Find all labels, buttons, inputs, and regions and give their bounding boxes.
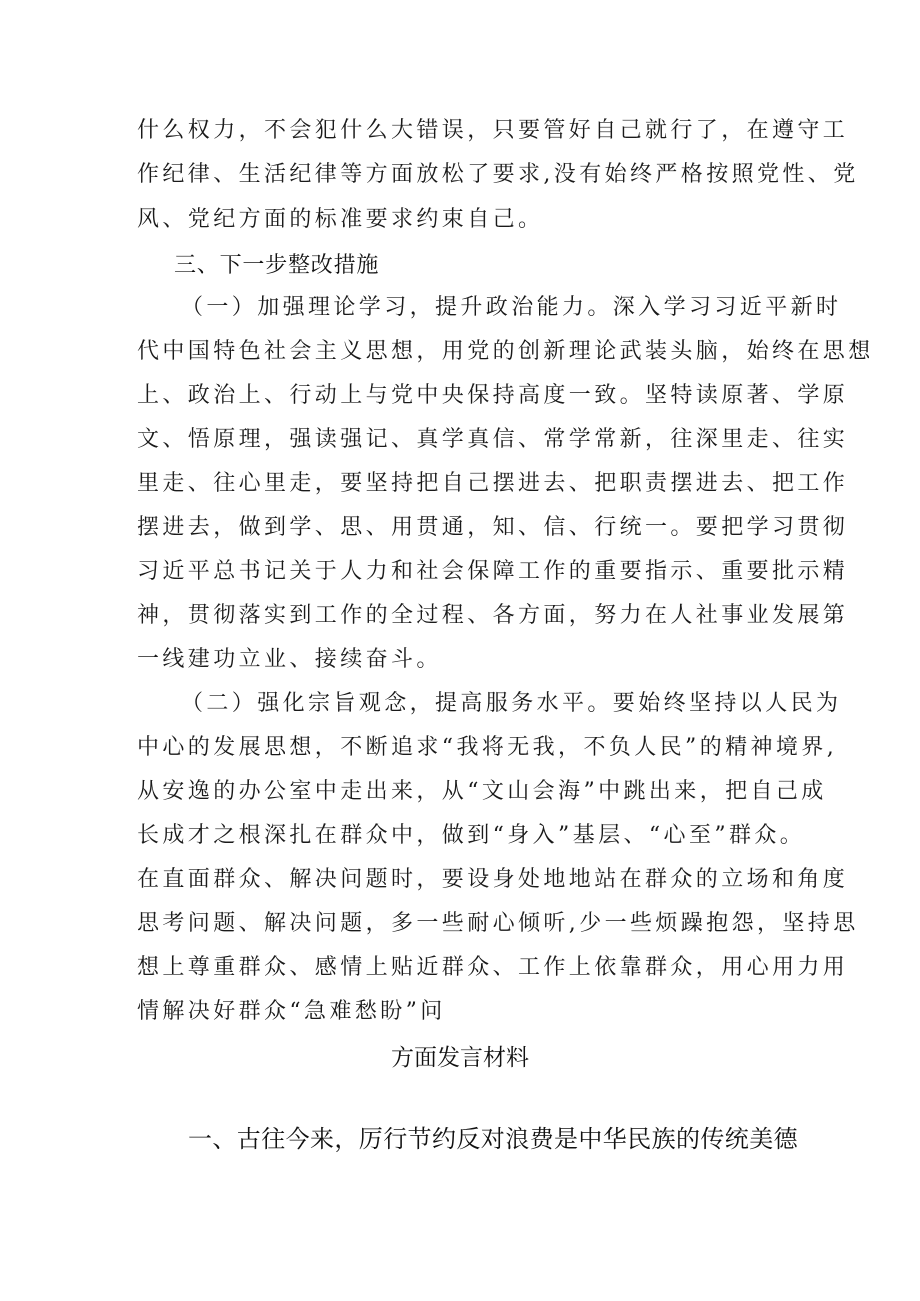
section-heading-next-steps: 三、下一步整改措施 (174, 253, 380, 278)
paragraph-line: 摆进去，做到学、思、用贯通，知、信、行统一。要把学习贯彻 (137, 515, 849, 540)
paragraph-line: 在直面群众、解决问题时，要设身处地地站在群众的立场和角度 (137, 867, 849, 892)
paragraph-line: 想上尊重群众、感情上贴近群众、工作上依靠群众，用心用力用 (137, 955, 849, 980)
paragraph-line: 文、悟原理，强读强记、真学真信、常学常新，往深里走、往实 (137, 427, 849, 452)
paragraph-line: 风、党纪方面的标准要求约束自己。 (137, 207, 544, 232)
paragraph-line: 什么权力，不会犯什么大错误，只要管好自己就行了，在遵守工 (137, 118, 849, 143)
paragraph-line: 作纪律、生活纪律等方面放松了要求,没有始终严格按照党性、党 (137, 162, 859, 187)
paragraph-line: 神，贯彻落实到工作的全过程、各方面，努力在人社事业发展第 (137, 603, 849, 628)
paragraph-line: 上、政治上、行动上与党中央保持高度一致。坚特读原著、学原 (137, 383, 849, 408)
paragraph-line: 思考问题、解决问题，多一些耐心倾听,少一些烦躁抱怨，坚持思 (137, 911, 859, 936)
section-heading-tradition: 一、古往今来，厉行节约反对浪费是中华民族的传统美德 (188, 1125, 798, 1153)
paragraph-line: 中心的发展思想，不断追求“我将无我，不负人民”的精神境界, (137, 735, 838, 760)
paragraph-line: 代中国特色社会主义思想，用党的创新理论武装头脑，始终在思想 (137, 339, 874, 364)
paragraph-line: 一线建功立业、接续奋斗。 (137, 647, 442, 672)
paragraph-line: 长成才之根深扎在群众中，做到“身入”基层、“心至”群众。 (137, 823, 806, 848)
paragraph-line: （一）加强理论学习，提升政治能力。深入学习习近平新时 (181, 295, 842, 320)
paragraph-line: 从安逸的办公室中走出来，从“文山会海”中跳出来，把自己成 (137, 779, 827, 804)
document-title: 方面发言材料 (391, 1045, 529, 1071)
paragraph-line: 习近平总书记关于人力和社会保障工作的重要指示、重要批示精 (137, 559, 849, 584)
paragraph-line: （二）强化宗旨观念，提高服务水平。要始终坚持以人民为 (181, 691, 842, 716)
paragraph-line: 里走、往心里走，要坚持把自己摆进去、把职责摆进去、把工作 (137, 471, 849, 496)
paragraph-line: 情解决好群众“急难愁盼”问 (137, 999, 446, 1024)
